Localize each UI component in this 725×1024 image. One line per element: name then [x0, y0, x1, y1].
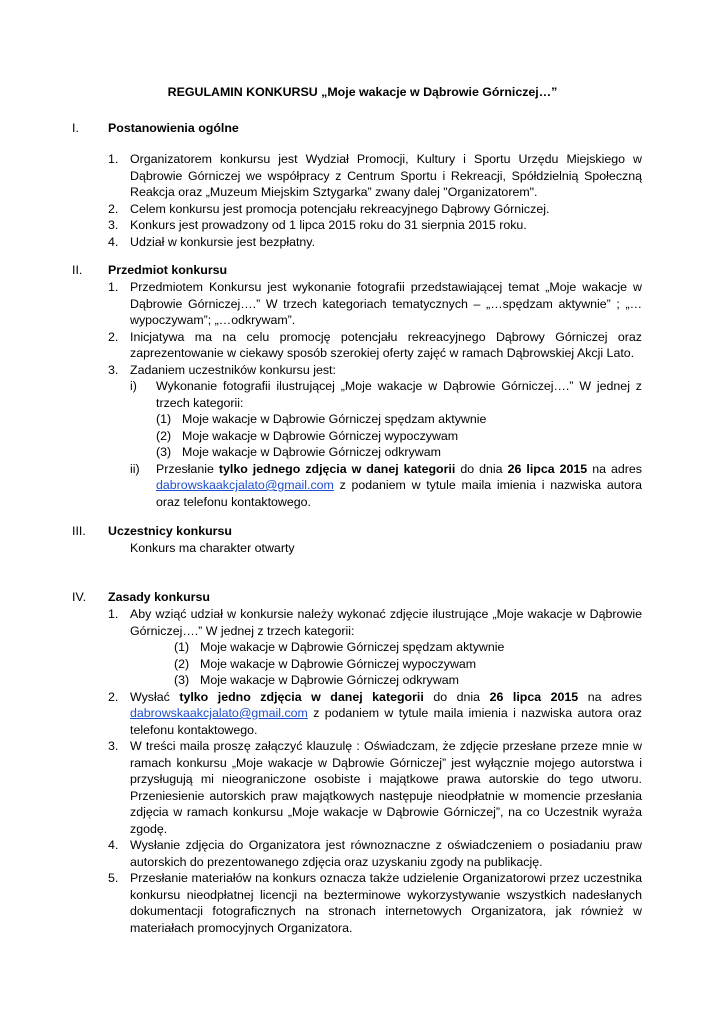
- category-number: (1): [174, 640, 190, 654]
- category-text: Moje wakacje w Dąbrowie Górniczej spędzam aktywnie: [182, 412, 487, 426]
- item-number: 2.: [108, 201, 119, 216]
- item-text: Aby wziąć udział w konkursie należy wykonać zdjęcie ilustrujące „Moje wakacje w Dąbrowie Górniczej….” W jednej z trzech kategorii:: [130, 607, 642, 638]
- category-list: [130, 639, 642, 689]
- section-number: II.: [72, 263, 83, 277]
- sub-item: [130, 461, 642, 511]
- item-text: Celem konkursu jest promocja potencjału rekreacyjnego Dąbrowy Górniczej.: [130, 201, 550, 216]
- numbered-list: [72, 151, 642, 250]
- category-text: Moje wakacje w Dąbrowie Górniczej wypoczywam: [182, 428, 459, 443]
- item-text: Inicjatywa ma na celu promocję potencjału rekreacyjnego Dąbrowy Górniczej oraz zaprezentowanie w ciekawy sposób szerokiej oferty zajęć w ramach Dąbrowskiej Akcji Lato.: [130, 329, 642, 360]
- sub-item-number: i): [130, 379, 137, 393]
- section-title: Zasady konkursu: [108, 590, 210, 604]
- list-item: [72, 201, 642, 218]
- list-item: [72, 606, 642, 689]
- item-number: 3.: [108, 362, 119, 377]
- email-link[interactable]: dabrowskaakcjalato@gmail.com: [130, 706, 308, 720]
- section-participants: [72, 523, 642, 557]
- category-number: (3): [174, 673, 190, 687]
- item-number: 1.: [108, 280, 119, 294]
- email-link[interactable]: dabrowskaakcjalato@gmail.com: [156, 478, 334, 492]
- item-number: 1.: [108, 152, 119, 166]
- list-item: [72, 837, 642, 870]
- item-text: Przedmiotem Konkursu jest wykonanie fotografii przedstawiającej temat „Moje wakacje w Dąbrowie Górniczej….” W trzech kategoriach tematycznych – „…spędzam aktywnie” ; „…wypoczywam”; „…odkrywam”.: [130, 280, 642, 327]
- section-heading: [72, 262, 642, 279]
- list-item: [72, 329, 642, 362]
- numbered-list: [72, 279, 642, 510]
- item-number: 3.: [108, 739, 119, 753]
- item-text: Wysłać tylko jedno zdjęcia w danej kategorii do dnia 26 lipca 2015 na adres dabrowskaakcjalato@gmail.com z podaniem w tytule maila imienia i nazwiska autora oraz telefonu kontaktowego.: [130, 689, 642, 737]
- item-text: Udział w konkursie jest bezpłatny.: [130, 234, 316, 249]
- category-number: (2): [156, 428, 172, 443]
- item-number: 2.: [108, 329, 119, 344]
- sub-item-text: Przesłanie tylko jednego zdjęcia w danej kategorii do dnia 26 lipca 2015 na adres dabrowskaakcjalato@gmail.com z podaniem w tytule maila imienia i nazwiska autora oraz telefonu kontaktowego.: [156, 461, 642, 509]
- sub-item-text: Wykonanie fotografii ilustrującej „Moje wakacje w Dąbrowie Górniczej….” W jednej z trzech kategorii:: [156, 379, 642, 410]
- list-item: [72, 870, 642, 936]
- item-number: 4.: [108, 234, 119, 249]
- section-title: Postanowienia ogólne: [108, 121, 239, 135]
- section-heading: [72, 589, 642, 606]
- deadline-date: 26 lipca 2015: [507, 461, 588, 476]
- item-text: Zadaniem uczestników konkursu jest:: [130, 362, 336, 377]
- item-number: 3.: [108, 218, 119, 232]
- category-text: Moje wakacje w Dąbrowie Górniczej odkrywam: [182, 445, 441, 459]
- list-item: [72, 151, 642, 201]
- list-item: [72, 738, 642, 837]
- category-list: [156, 411, 642, 461]
- sub-item: [130, 378, 642, 461]
- list-item: [72, 217, 642, 234]
- category-number: (1): [156, 412, 172, 426]
- list-item: [72, 279, 642, 329]
- emphasis: tylko jedno zdjęcia w danej kategorii: [179, 689, 424, 704]
- numbered-list: [72, 606, 642, 936]
- section-contest-subject: [72, 262, 642, 510]
- item-number: 2.: [108, 689, 119, 704]
- item-number: 1.: [108, 607, 119, 621]
- category-item: [156, 411, 642, 428]
- category-number: (2): [174, 656, 190, 671]
- item-number: 4.: [108, 838, 119, 852]
- list-item: [72, 234, 642, 251]
- section-general-provisions: [72, 120, 642, 250]
- deadline-date: 26 lipca 2015: [489, 689, 579, 704]
- list-item: [72, 689, 642, 739]
- document-title: REGULAMIN KONKURSU „Moje wakacje w Dąbrowie Górniczej…”: [167, 85, 558, 99]
- category-text: Moje wakacje w Dąbrowie Górniczej odkrywam: [200, 673, 459, 687]
- section-heading: [72, 120, 642, 137]
- section-text: Konkurs ma charakter otwarty: [130, 541, 295, 555]
- section-number: III.: [72, 524, 86, 538]
- section-heading: [72, 523, 642, 540]
- item-text: Organizatorem konkursu jest Wydział Promocji, Kultury i Sportu Urzędu Miejskiego w Dąbrowie Górniczej we współpracy z Centrum Sportu i Rekreacji, Spółdzielnią Społeczną Reakcja oraz „Muzeum Miejskim Sztygarka” zwany dalej "Organizatorem".: [130, 152, 642, 199]
- emphasis: tylko jednego zdjęcia w danej kategorii: [218, 461, 456, 476]
- category-item: [174, 656, 642, 673]
- category-item: [156, 428, 642, 445]
- item-text: Wysłanie zdjęcia do Organizatora jest równoznaczne z oświadczeniem o posiadaniu praw autorskich do prezentowanego zdjęcia oraz uzyskaniu zgody na publikację.: [130, 838, 642, 869]
- category-text: Moje wakacje w Dąbrowie Górniczej spędzam aktywnie: [200, 640, 505, 654]
- section-number: I.: [72, 121, 79, 135]
- item-text: Konkurs jest prowadzony od 1 lipca 2015 roku do 31 sierpnia 2015 roku.: [130, 218, 527, 232]
- section-title: Przedmiot konkursu: [108, 263, 228, 277]
- category-text: Moje wakacje w Dąbrowie Górniczej wypoczywam: [200, 656, 477, 671]
- category-item: [174, 639, 642, 656]
- section-number: IV.: [72, 590, 87, 604]
- item-text: Przesłanie materiałów na konkurs oznacza także udzielenie Organizatorowi przez uczestnika konkursu nieodpłatnej licencji na bezterminowe wykorzystywanie wszystkich nadesłanych dokumentacji fotograficznych na stronach internetowych Organizatora, jak również w materiałach promocyjnych Organizatora.: [130, 871, 642, 935]
- item-number: 5.: [108, 871, 119, 885]
- list-item: [72, 362, 642, 511]
- category-item: [156, 444, 642, 461]
- category-number: (3): [156, 445, 172, 459]
- category-item: [174, 672, 642, 689]
- sub-item-number: ii): [130, 461, 140, 476]
- section-contest-rules: [72, 589, 642, 936]
- item-text: W treści maila proszę załączyć klauzulę : Oświadczam, że zdjęcie przesłane przeze mnie w ramach konkursu „Moje wakacje w Dąbrowie Górniczej” jest wyłącznie mojego autorstwa i przysługują mi nieograniczone osobiste i majątkowe prawa autorskie do tego utworu. Przeniesienie autorskich praw majątkowych następuje nieodpłatnie w momencie przesłania zdjęcia w ramach konkursu „Moje wakacje w Dąbrowie Górniczej”, na co Uczestnik wyraża zgodę.: [130, 739, 642, 836]
- section-title: Uczestnicy konkursu: [108, 524, 232, 538]
